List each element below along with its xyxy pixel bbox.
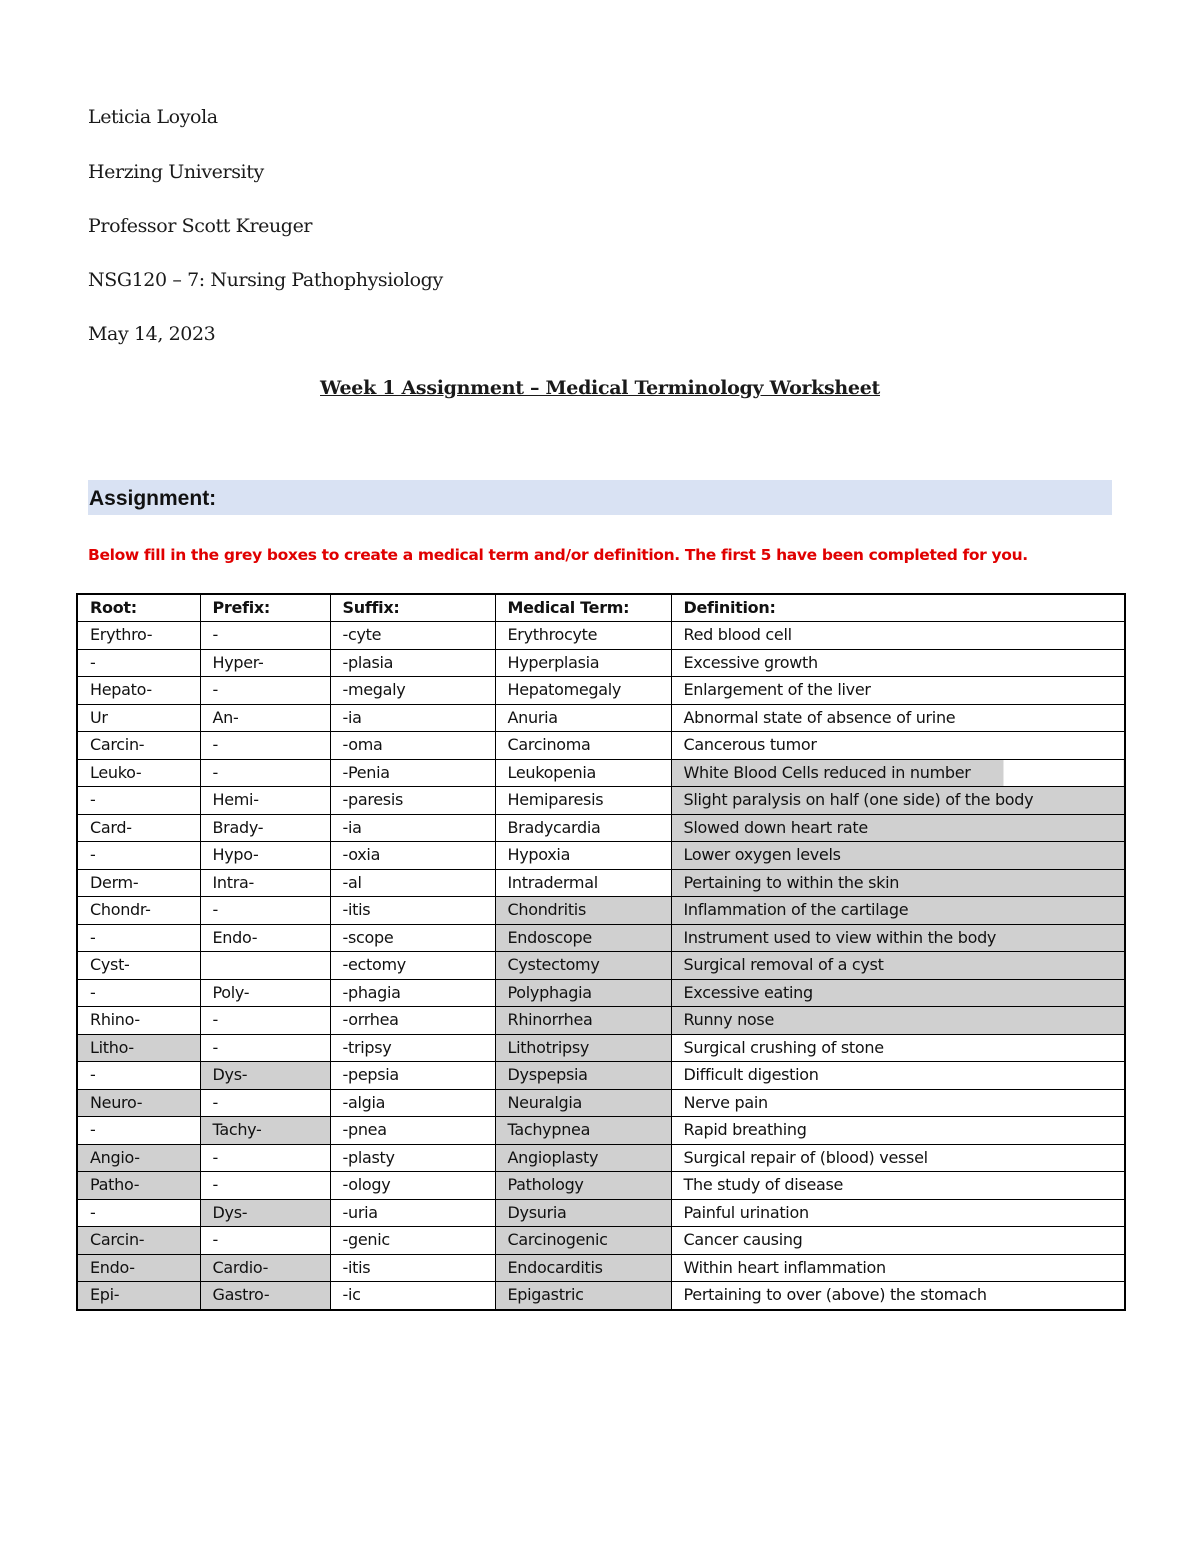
medical-term-cell: Anuria — [495, 704, 671, 732]
table-row — [77, 842, 1125, 870]
university-name: Herzing University — [88, 161, 264, 183]
definition-cell: Cancer causing — [671, 1227, 1125, 1255]
suffix-cell: -tripsy — [330, 1034, 495, 1062]
table-row — [77, 622, 1125, 650]
suffix-cell: -oma — [330, 732, 495, 760]
medical-term-cell: Hypoxia — [495, 842, 671, 870]
root-cell: - — [77, 1199, 200, 1227]
medical-term-cell: Carcinoma — [495, 732, 671, 760]
medical-term-cell: Erythrocyte — [495, 622, 671, 650]
root-cell: - — [77, 979, 200, 1007]
table-row — [77, 1117, 1125, 1145]
suffix-cell: -ectomy — [330, 952, 495, 980]
suffix-cell: -scope — [330, 924, 495, 952]
medical-term-cell: Bradycardia — [495, 814, 671, 842]
prefix-cell: - — [200, 759, 330, 787]
prefix-cell: Hemi- — [200, 787, 330, 815]
root-cell: - — [77, 1117, 200, 1145]
suffix-cell: -itis — [330, 1254, 495, 1282]
medical-term-cell: Endoscope — [495, 924, 671, 952]
suffix-cell: -uria — [330, 1199, 495, 1227]
root-cell: - — [77, 787, 200, 815]
table-row — [77, 814, 1125, 842]
prefix-cell: Dys- — [200, 1199, 330, 1227]
prefix-cell: Intra- — [200, 869, 330, 897]
medical-term-cell: Hemiparesis — [495, 787, 671, 815]
prefix-cell: - — [200, 1007, 330, 1035]
table-row — [77, 1199, 1125, 1227]
root-cell: Ur — [77, 704, 200, 732]
table-row — [77, 952, 1125, 980]
suffix-cell: -itis — [330, 897, 495, 925]
table-row — [77, 1089, 1125, 1117]
table-row — [77, 704, 1125, 732]
definition-cell: Within heart inflammation — [671, 1254, 1125, 1282]
root-cell: Carcin- — [77, 732, 200, 760]
column-header-root: Root: — [77, 594, 200, 622]
table-row — [77, 1254, 1125, 1282]
root-cell: Neuro- — [77, 1089, 200, 1117]
suffix-cell: -plasty — [330, 1144, 495, 1172]
medical-term-cell: Carcinogenic — [495, 1227, 671, 1255]
assignment-heading-band — [88, 480, 1112, 515]
medical-term-cell: Hepatomegaly — [495, 677, 671, 705]
table-row — [77, 1144, 1125, 1172]
root-cell: - — [77, 1062, 200, 1090]
definition-cell: Pertaining to within the skin — [671, 869, 1125, 897]
prefix-cell: - — [200, 732, 330, 760]
suffix-cell: -paresis — [330, 787, 495, 815]
root-cell: Leuko- — [77, 759, 200, 787]
terminology-table — [76, 593, 1126, 1311]
root-cell: Carcin- — [77, 1227, 200, 1255]
column-header-medical-term: Medical Term: — [495, 594, 671, 622]
suffix-cell: -ology — [330, 1172, 495, 1200]
definition-cell: Surgical crushing of stone — [671, 1034, 1125, 1062]
table-row — [77, 1062, 1125, 1090]
root-cell: Chondr- — [77, 897, 200, 925]
table-body — [77, 622, 1125, 1310]
medical-term-cell: Cystectomy — [495, 952, 671, 980]
definition-cell: Enlargement of the liver — [671, 677, 1125, 705]
medical-term-cell: Chondritis — [495, 897, 671, 925]
suffix-cell: -plasia — [330, 649, 495, 677]
medical-term-cell: Lithotripsy — [495, 1034, 671, 1062]
prefix-cell: - — [200, 1172, 330, 1200]
prefix-cell — [200, 952, 330, 980]
suffix-cell: -pepsia — [330, 1062, 495, 1090]
definition-cell: Painful urination — [671, 1199, 1125, 1227]
suffix-cell: -pnea — [330, 1117, 495, 1145]
definition-cell: Pertaining to over (above) the stomach — [671, 1282, 1125, 1310]
table-row — [77, 759, 1125, 787]
prefix-cell: - — [200, 1144, 330, 1172]
table-row — [77, 732, 1125, 760]
medical-term-cell: Leukopenia — [495, 759, 671, 787]
prefix-cell: Endo- — [200, 924, 330, 952]
prefix-cell: - — [200, 1089, 330, 1117]
assignment-heading: Assignment: — [89, 487, 217, 510]
medical-term-cell: Rhinorrhea — [495, 1007, 671, 1035]
medical-term-cell: Hyperplasia — [495, 649, 671, 677]
table-row — [77, 924, 1125, 952]
course-name: NSG120 – 7: Nursing Pathophysiology — [88, 269, 443, 291]
root-cell: Card- — [77, 814, 200, 842]
root-cell: Endo- — [77, 1254, 200, 1282]
definition-cell: Difficult digestion — [671, 1062, 1125, 1090]
root-cell: Angio- — [77, 1144, 200, 1172]
definition-cell: Instrument used to view within the body — [671, 924, 1125, 952]
root-cell: Cyst- — [77, 952, 200, 980]
prefix-cell: - — [200, 622, 330, 650]
medical-term-cell: Endocarditis — [495, 1254, 671, 1282]
table-row — [77, 1007, 1125, 1035]
definition-cell: Slight paralysis on half (one side) of the body — [671, 787, 1125, 815]
table-row — [77, 787, 1125, 815]
definition-cell: Excessive growth — [671, 649, 1125, 677]
prefix-cell: - — [200, 1227, 330, 1255]
definition-cell: Abnormal state of absence of urine — [671, 704, 1125, 732]
suffix-cell: -phagia — [330, 979, 495, 1007]
medical-term-cell: Pathology — [495, 1172, 671, 1200]
root-cell: Rhino- — [77, 1007, 200, 1035]
definition-cell: Runny nose — [671, 1007, 1125, 1035]
medical-term-cell: Dyspepsia — [495, 1062, 671, 1090]
root-cell: Litho- — [77, 1034, 200, 1062]
suffix-cell: -ic — [330, 1282, 495, 1310]
suffix-cell: -algia — [330, 1089, 495, 1117]
prefix-cell: Cardio- — [200, 1254, 330, 1282]
suffix-cell: -al — [330, 869, 495, 897]
table-header-row — [77, 594, 1125, 622]
definition-cell: Cancerous tumor — [671, 732, 1125, 760]
prefix-cell: Brady- — [200, 814, 330, 842]
definition-cell: Inflammation of the cartilage — [671, 897, 1125, 925]
definition-cell: Excessive eating — [671, 979, 1125, 1007]
root-cell: - — [77, 842, 200, 870]
definition-cell: White Blood Cells reduced in number — [671, 759, 1125, 787]
column-header-definition: Definition: — [671, 594, 1125, 622]
medical-term-cell: Epigastric — [495, 1282, 671, 1310]
root-cell: Patho- — [77, 1172, 200, 1200]
prefix-cell: Hyper- — [200, 649, 330, 677]
prefix-cell: - — [200, 897, 330, 925]
root-cell: - — [77, 649, 200, 677]
professor-name: Professor Scott Kreuger — [88, 215, 313, 237]
suffix-cell: -genic — [330, 1227, 495, 1255]
medical-term-cell: Neuralgia — [495, 1089, 671, 1117]
prefix-cell: - — [200, 677, 330, 705]
definition-cell: Red blood cell — [671, 622, 1125, 650]
prefix-cell: Tachy- — [200, 1117, 330, 1145]
table-row — [77, 1172, 1125, 1200]
table-row — [77, 1034, 1125, 1062]
suffix-cell: -cyte — [330, 622, 495, 650]
table-row — [77, 1282, 1125, 1310]
column-header-suffix: Suffix: — [330, 594, 495, 622]
assignment-date: May 14, 2023 — [88, 323, 216, 345]
prefix-cell: Poly- — [200, 979, 330, 1007]
definition-cell: Lower oxygen levels — [671, 842, 1125, 870]
definition-cell: Surgical repair of (blood) vessel — [671, 1144, 1125, 1172]
column-header-prefix: Prefix: — [200, 594, 330, 622]
table-row — [77, 869, 1125, 897]
table-row — [77, 1227, 1125, 1255]
root-cell: - — [77, 924, 200, 952]
table-row — [77, 897, 1125, 925]
medical-term-cell: Dysuria — [495, 1199, 671, 1227]
medical-term-cell: Intradermal — [495, 869, 671, 897]
document-title: Week 1 Assignment – Medical Terminology Worksheet — [320, 377, 880, 399]
table-row — [77, 677, 1125, 705]
medical-term-cell: Angioplasty — [495, 1144, 671, 1172]
student-name: Leticia Loyola — [88, 106, 218, 128]
table-row — [77, 979, 1125, 1007]
root-cell: Hepato- — [77, 677, 200, 705]
definition-cell: Rapid breathing — [671, 1117, 1125, 1145]
table-row — [77, 649, 1125, 677]
assignment-instruction: Below fill in the grey boxes to create a medical term and/or definition. The first 5 have been completed for you. — [88, 546, 1028, 564]
root-cell: Epi- — [77, 1282, 200, 1310]
medical-term-cell: Tachypnea — [495, 1117, 671, 1145]
suffix-cell: -megaly — [330, 677, 495, 705]
prefix-cell: - — [200, 1034, 330, 1062]
root-cell: Erythro- — [77, 622, 200, 650]
root-cell: Derm- — [77, 869, 200, 897]
prefix-cell: Dys- — [200, 1062, 330, 1090]
definition-cell: Surgical removal of a cyst — [671, 952, 1125, 980]
prefix-cell: An- — [200, 704, 330, 732]
suffix-cell: -oxia — [330, 842, 495, 870]
definition-cell: Slowed down heart rate — [671, 814, 1125, 842]
suffix-cell: -Penia — [330, 759, 495, 787]
medical-term-cell: Polyphagia — [495, 979, 671, 1007]
suffix-cell: -orrhea — [330, 1007, 495, 1035]
prefix-cell: Gastro- — [200, 1282, 330, 1310]
definition-cell: Nerve pain — [671, 1089, 1125, 1117]
prefix-cell: Hypo- — [200, 842, 330, 870]
suffix-cell: -ia — [330, 814, 495, 842]
suffix-cell: -ia — [330, 704, 495, 732]
definition-cell: The study of disease — [671, 1172, 1125, 1200]
